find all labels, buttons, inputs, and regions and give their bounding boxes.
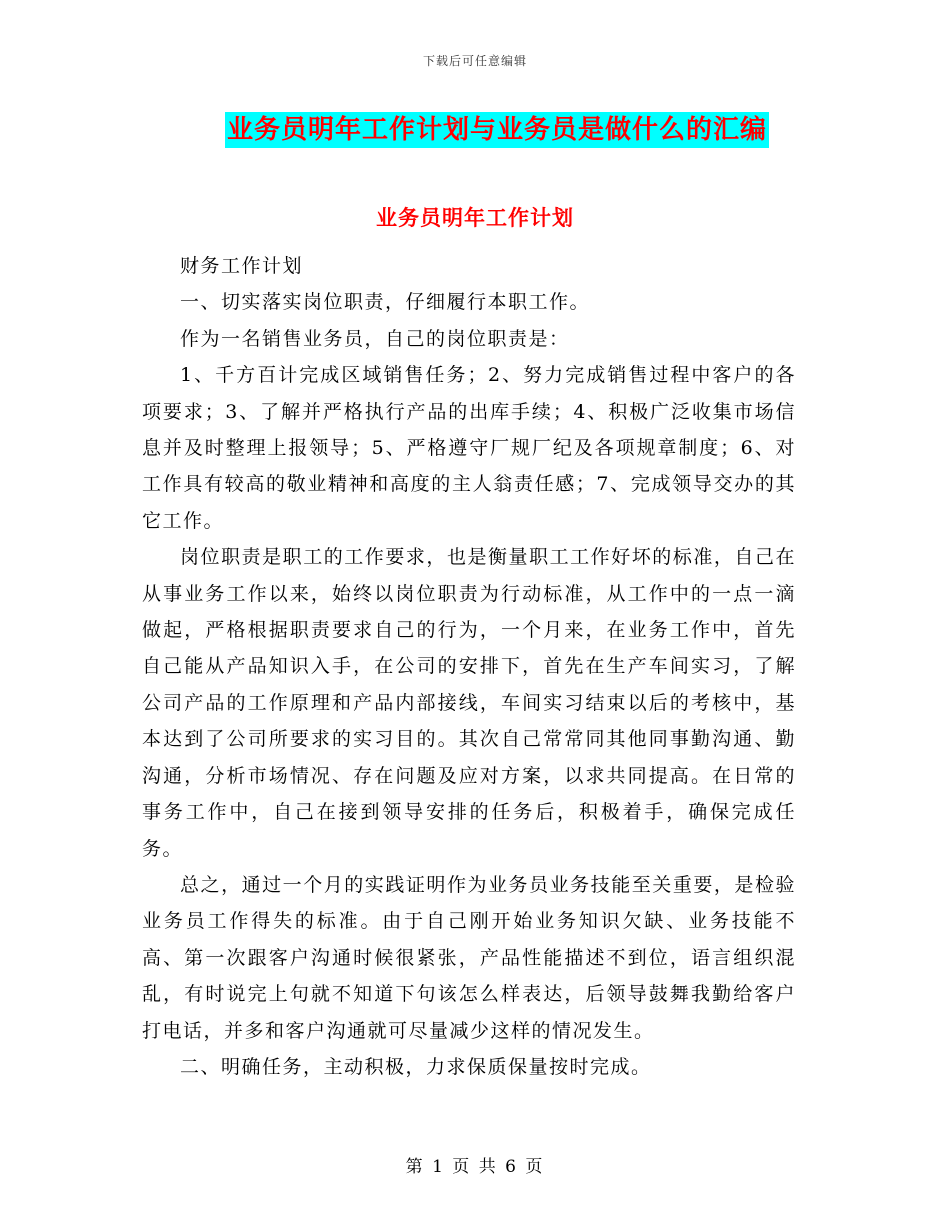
paragraph: 一、切实落实岗位职责，仔细履行本职工作。 bbox=[180, 291, 591, 314]
paragraph: 二、明确任务，主动积极，力求保质保量按时完成。 bbox=[180, 1055, 652, 1078]
page-header-note: 下载后可任意编辑 bbox=[422, 54, 527, 68]
page-number: 第 1 页 共 6 页 bbox=[405, 1157, 545, 1177]
section-title: 业务员明年工作计划 bbox=[376, 205, 574, 230]
paragraph: 1、千方百计完成区域销售任务；2、努力完成销售过程中客户的各项要求；3、了解并严格执行产品的出库手续；4、积极广泛收集市场信息并及时整理上报领导；5、严格遵守厂规厂纪及各项规章制度；6、对工作具有较高的敬业精神和高度的主人翁责任感；7、完成领导交办的其它工作。 bbox=[142, 364, 796, 532]
paragraph: 财务工作计划 bbox=[180, 255, 304, 277]
document-title-container bbox=[0, 112, 950, 148]
document-title: 业务员明年工作计划与业务员是做什么的汇编 bbox=[225, 112, 769, 148]
paragraph: 岗位职责是职工的工作要求，也是衡量职工工作好坏的标准，自己在从事业务工作以来，始终以岗位职责为行动标准，从工作中的一点一滴做起，严格根据职责要求自己的行为，一个月来，在业务工作中，首先自己能从产品知识入手，在公司的安排下，首先在生产车间实习，了解公司产品的工作原理和产品内部接线，车间实习结束以后的考核中，基本达到了公司所要求的实习目的。其次自己常常同其他同事勤沟通、勤沟通，分析市场情况、存在问题及应对方案，以求共同提高。在日常的事务工作中，自己在接到领导安排的任务后，积极着手，确保完成任务。 bbox=[142, 546, 796, 860]
document-body bbox=[142, 248, 796, 1085]
paragraph: 作为一名销售业务员，自己的岗位职责是： bbox=[180, 327, 570, 350]
paragraph: 总之，通过一个月的实践证明作为业务员业务技能至关重要，是检验业务员工作得失的标准。由于自己刚开始业务知识欠缺、业务技能不高、第一次跟客户沟通时候很紧张，产品性能描述不到位，语言组织混乱，有时说完上句就不知道下句该怎么样表达，后领导鼓舞我勤给客户打电话，并多和客户沟通就可尽量减少这样的情况发生。 bbox=[142, 873, 796, 1042]
